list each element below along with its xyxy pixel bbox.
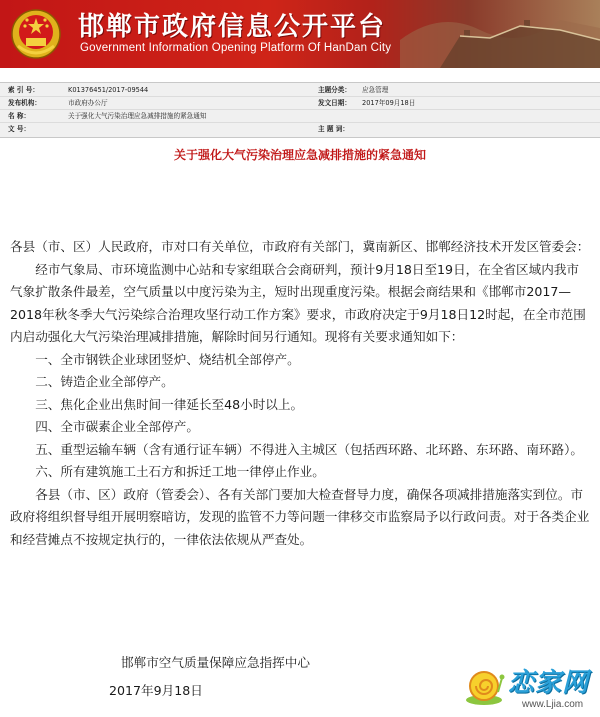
measure-item: 四、全市碳素企业全部停产。 (35, 419, 199, 434)
issuer-label: 发布机构： (8, 99, 41, 107)
watermark-brand: 恋家网 (508, 668, 590, 698)
measure-item: 一、全市钢铁企业球团竖炉、烧结机全部停产。 (35, 351, 300, 367)
name-label: 名 称： (8, 112, 31, 120)
document-body (10, 236, 590, 551)
docno-label: 文 号： (8, 125, 31, 133)
paragraph-closing: 各县（市、区）政府（管委会）、各有关部门要加大检查督导力度，确保各项减排措施落实到位。市政府将组织督导组开展明察暗访，发现的监管不力等问题一律移交市监察局予以行政问责。对于各类企业和经营摊点不按规定执行的，一律依法依规从严查处。 (10, 486, 590, 547)
meta-row-issuer (0, 97, 600, 109)
measure-item: 五、重型运输车辆（含有通行证车辆）不得进入主城区（包括西环路、北环路、东环路、南环路）。 (35, 441, 584, 457)
watermark (462, 662, 596, 716)
platform-title: 邯郸市政府信息公开平台 (78, 12, 387, 42)
meta-row-index (0, 84, 600, 96)
national-emblem-icon (10, 6, 62, 62)
index-label: 索 引 号： (8, 86, 39, 94)
keywords-label: 主 题 词： (318, 125, 349, 133)
paragraph-intro: 经市气象局、市环境监测中心站和专家组联合会商研判，预计9月18日至19日，在全省区域内我市气象扩散条件最差，空气质量以中度污染为主，短时出现重度污染。根据会商结果和《邯郸市2017—2018年秋冬季大气污染综合治理攻坚行动工作方案》要求，市政府决定于9月18日12时起，在全市范围内启动强化大气污染治理减排措施，解除时间另行通知。现将有关要求通知如下： (10, 261, 586, 344)
platform-subtitle: Government Information Opening Platform Of HanDan City (80, 42, 392, 54)
category-label: 主题分类： (318, 86, 351, 94)
issuer-value: 市政府办公厅 (68, 99, 108, 107)
document-title: 关于强化大气污染治理应急减排措施的紧急通知 (173, 148, 426, 162)
header-banner (0, 0, 600, 68)
signature-date: 2017年9月18日 (109, 683, 203, 698)
name-value: 关于强化大气污染治理应急减排措施的紧急通知 (68, 112, 207, 120)
great-wall-image (400, 0, 600, 68)
measure-item: 三、焦化企业出焦时间一律延长至48小时以上。 (35, 396, 304, 412)
category-value: 应急管理 (362, 86, 389, 94)
meta-row-name (0, 110, 600, 122)
index-value: K01376451/2017-09544 (68, 86, 149, 94)
measure-item: 二、铸造企业全部停产。 (35, 374, 174, 389)
watermark-url: www.Ljia.com (522, 699, 584, 710)
document-meta-table (0, 82, 600, 138)
date-label: 发文日期： (318, 99, 351, 107)
signature-org: 邯郸市空气质量保障应急指挥中心 (121, 655, 310, 670)
snail-mascot-icon (462, 662, 508, 708)
salutation: 各县（市、区）人民政府，市对口有关单位，市政府有关部门，冀南新区、邯郸经济技术开发区管委会： (10, 239, 590, 254)
meta-row-docno (0, 123, 600, 135)
date-value: 2017年09月18日 (362, 99, 416, 107)
measure-item: 六、所有建筑施工土石方和拆迁工地一律停止作业。 (35, 464, 325, 479)
